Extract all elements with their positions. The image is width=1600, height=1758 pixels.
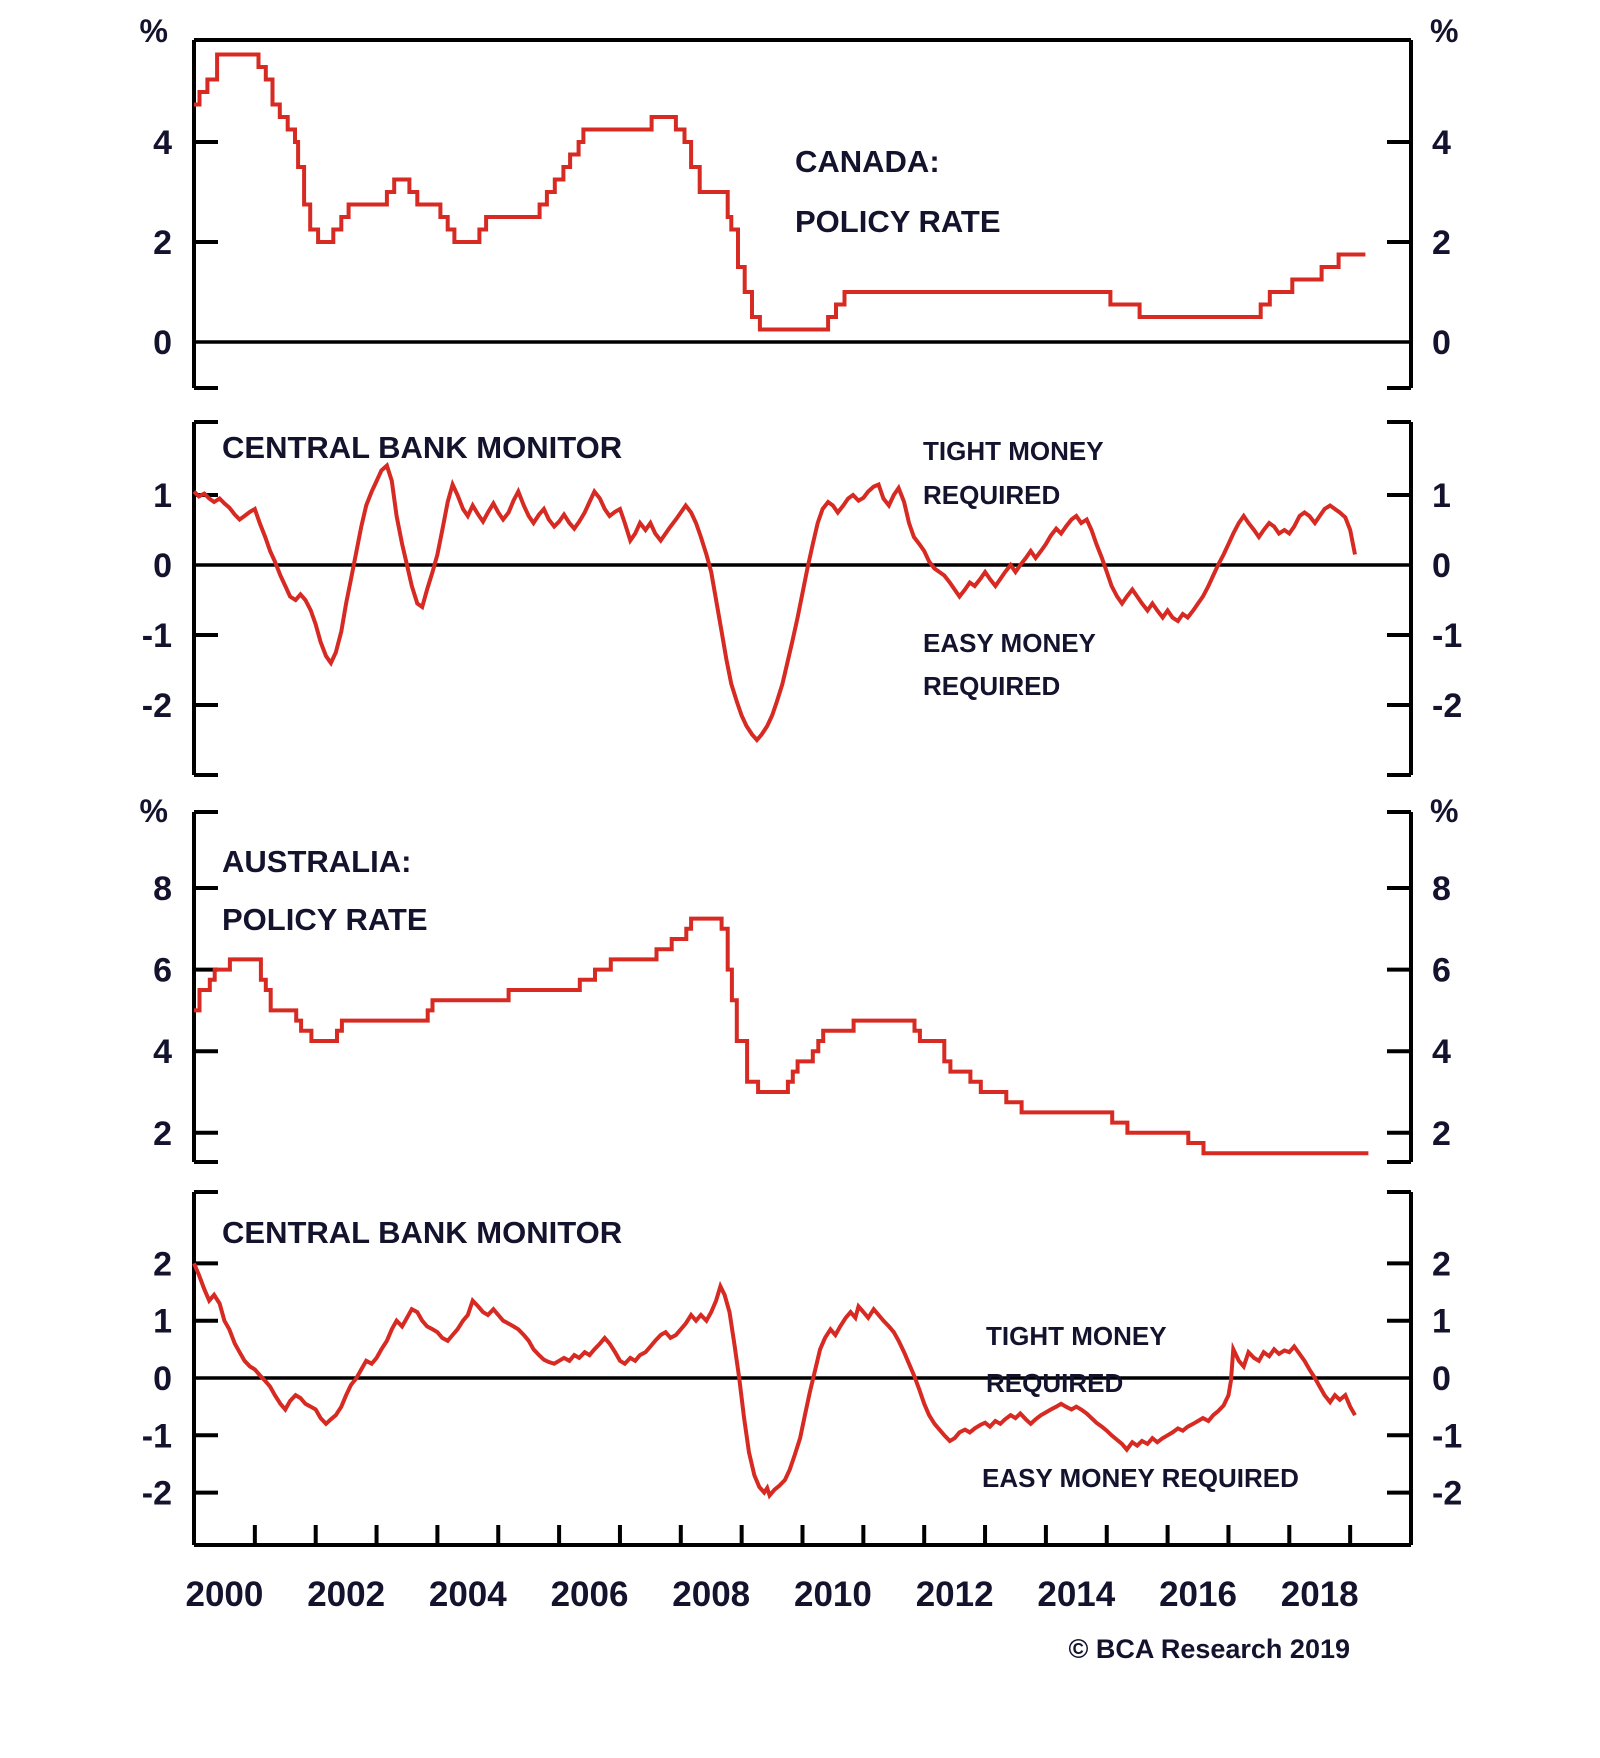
- x-tick-label: 2004: [428, 1575, 507, 1614]
- y-unit-label-right: %: [1430, 13, 1459, 49]
- y-tick-label-left: 4: [153, 124, 172, 162]
- y-tick-label-left: 8: [153, 870, 172, 908]
- y-tick-label-right: 0: [1432, 547, 1451, 585]
- y-tick-label-right: 1: [1432, 1302, 1451, 1341]
- panel-0: [140, 13, 1459, 388]
- y-unit-label-left: %: [139, 13, 168, 49]
- panel-3: [142, 1192, 1462, 1545]
- y-tick-label-right: 0: [1432, 1360, 1451, 1398]
- y-tick-label-left: -2: [141, 687, 172, 725]
- panel-title: CANADA:: [795, 144, 940, 179]
- y-tick-label-left: 2: [153, 1245, 172, 1284]
- y-tick-label-left: -2: [141, 1474, 172, 1513]
- easy-money-label: EASY MONEY: [923, 628, 1096, 658]
- tight-money-label: REQUIRED: [986, 1368, 1124, 1398]
- y-tick-label-left: 1: [153, 477, 172, 515]
- y-tick-label-left: 0: [153, 324, 172, 362]
- y-tick-label-right: 1: [1432, 477, 1451, 515]
- x-tick-label: 2002: [307, 1575, 386, 1614]
- x-tick-label: 2018: [1280, 1575, 1359, 1614]
- y-tick-label-left: 2: [153, 1114, 172, 1153]
- x-tick-label: 2006: [550, 1575, 629, 1614]
- data-line: [194, 919, 1368, 1154]
- x-tick-label: 2000: [185, 1575, 264, 1614]
- panel-title: POLICY RATE: [795, 204, 1001, 239]
- y-tick-label-right: -1: [1432, 617, 1463, 655]
- x-tick-label: 2016: [1159, 1575, 1237, 1614]
- y-tick-label-left: 2: [153, 224, 172, 262]
- y-tick-label-right: 2: [1432, 224, 1451, 262]
- y-tick-label-left: 6: [153, 951, 172, 990]
- x-tick-label: 2014: [1037, 1575, 1116, 1614]
- y-tick-label-right: 8: [1432, 870, 1451, 908]
- x-tick-label: 2010: [793, 1575, 872, 1614]
- y-tick-label-right: -2: [1432, 1474, 1463, 1513]
- panel-2: [140, 793, 1459, 1162]
- panel-title: POLICY RATE: [222, 902, 428, 937]
- y-tick-label-right: 2: [1432, 1245, 1451, 1284]
- tight-money-label: REQUIRED: [923, 480, 1061, 510]
- x-axis: [185, 1525, 1411, 1614]
- panel-title: AUSTRALIA:: [222, 844, 412, 879]
- y-tick-label-left: 0: [153, 1360, 172, 1398]
- y-tick-label-right: 2: [1432, 1114, 1451, 1153]
- y-tick-label-right: -1: [1432, 1417, 1463, 1456]
- data-line: [194, 466, 1355, 740]
- y-unit-label-left: %: [139, 793, 168, 829]
- y-tick-label-left: 1: [153, 1302, 172, 1341]
- data-line: [194, 55, 1365, 330]
- y-tick-label-left: 0: [153, 547, 172, 585]
- y-tick-label-right: 0: [1432, 324, 1451, 362]
- y-tick-label-left: -1: [141, 617, 172, 655]
- x-tick-label: 2012: [915, 1575, 994, 1614]
- tight-money-label: TIGHT MONEY: [923, 436, 1104, 466]
- easy-money-label: REQUIRED: [923, 671, 1061, 701]
- x-tick-label: 2008: [672, 1575, 751, 1614]
- y-tick-label-right: 6: [1432, 951, 1451, 990]
- panel-1: [142, 422, 1462, 775]
- tight-money-label: TIGHT MONEY: [986, 1321, 1167, 1351]
- y-tick-label-right: -2: [1432, 687, 1463, 725]
- panel-title: CENTRAL BANK MONITOR: [222, 430, 623, 465]
- y-tick-label-left: 4: [153, 1033, 172, 1072]
- y-tick-label-right: 4: [1432, 1033, 1451, 1072]
- easy-money-label: EASY MONEY REQUIRED: [982, 1463, 1299, 1493]
- panel-title: CENTRAL BANK MONITOR: [222, 1215, 623, 1250]
- y-unit-label-right: %: [1430, 793, 1459, 829]
- y-tick-label-right: 4: [1432, 124, 1451, 162]
- copyright-note: © BCA Research 2019: [1068, 1634, 1350, 1664]
- y-tick-label-left: -1: [141, 1417, 172, 1456]
